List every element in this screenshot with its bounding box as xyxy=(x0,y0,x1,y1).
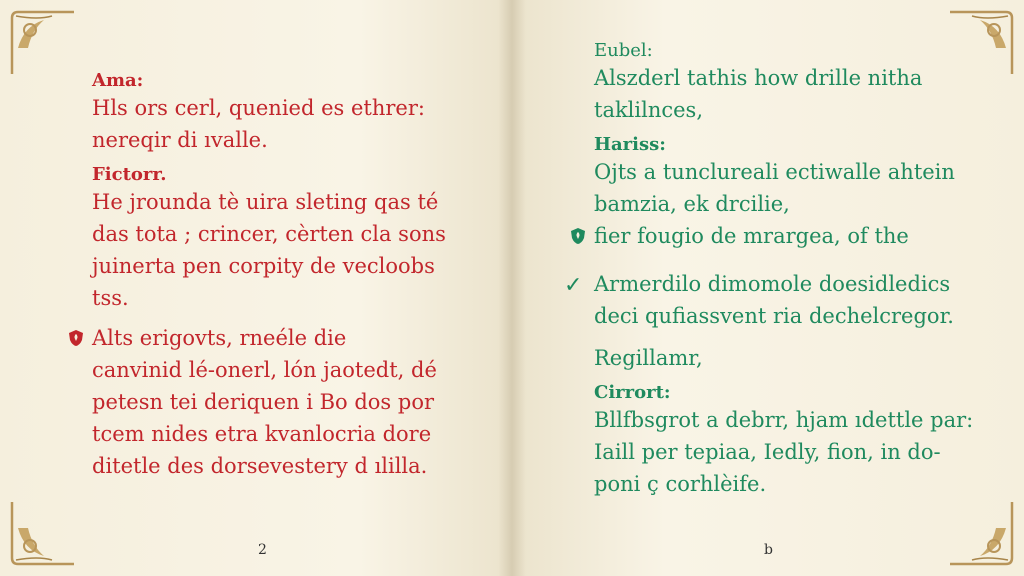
dialogue-block xyxy=(92,164,452,314)
speaker-name: Eubel: xyxy=(594,40,653,61)
text-line: Ojts a tunclureali ectiwalle ahtein xyxy=(594,160,955,184)
page-number: 2 xyxy=(258,542,267,558)
shield-icon xyxy=(68,329,84,347)
text-line: tss. xyxy=(92,286,129,310)
text-line: Alts erigovts, rneéle die xyxy=(92,326,347,350)
dialogue-block xyxy=(594,134,974,252)
text-line: bamzia, ek drcilie, xyxy=(594,192,790,216)
dialogue-block xyxy=(92,70,452,156)
dialogue-block xyxy=(594,40,974,126)
dialogue-block xyxy=(594,382,974,500)
dialogue-block xyxy=(564,268,974,332)
text-line-with-bullet xyxy=(92,322,452,354)
shield-icon xyxy=(570,227,586,245)
corner-ornament-icon xyxy=(8,498,78,568)
text-line: das tota ; crincer, cèrten cla sons xyxy=(92,222,446,246)
text-line: deci qufiassvent ria dechelcregor. xyxy=(594,304,954,328)
corner-ornament-icon xyxy=(8,8,78,78)
text-line: petesn tei deriquen i Bo dos por xyxy=(92,390,434,414)
text-line: Hls ors cerl, quenied es ethrer: xyxy=(92,96,425,120)
text-line: ditetle des dorsevestery d ılilla. xyxy=(92,454,428,478)
text-line: taklilnces, xyxy=(594,98,703,122)
text-line: poni ç corhlèife. xyxy=(594,472,767,496)
dialogue-block xyxy=(92,322,452,482)
corner-ornament-icon xyxy=(946,498,1016,568)
text-line-with-check xyxy=(564,268,974,300)
speaker-name: Ama: xyxy=(92,70,144,91)
text-line: Alszderl tathis how drille nitha xyxy=(594,66,923,90)
check-icon: ✓ xyxy=(564,273,583,298)
text-line: nereqir di ıvalle. xyxy=(92,128,268,152)
speaker-name: Hariss: xyxy=(594,134,666,155)
text-line: Armerdilo dimomole doesidledics xyxy=(594,272,951,296)
text-line: juinerta pen corpity de vecloobs xyxy=(92,254,435,278)
page-number: b xyxy=(764,542,773,558)
dialogue-block xyxy=(594,342,974,374)
text-line: fier fougio de mrargea, of the xyxy=(594,224,909,248)
text-line: canvinid lé-onerl, lón jaotedt, dé xyxy=(92,358,437,382)
text-line-with-bullet xyxy=(594,220,974,252)
book-gutter xyxy=(498,0,526,576)
text-line: Bllfbsgrot a debrr, hjam ıdettle par: xyxy=(594,408,974,432)
text-line: Iaill per tepiaa, Iedly, fion, in do- xyxy=(594,440,941,464)
text-line: Regillamr, xyxy=(594,346,703,370)
speaker-name: Fictorr. xyxy=(92,164,167,185)
speaker-name: Cirrort: xyxy=(594,382,671,403)
text-line: tcem nides etra kvanlocria dore xyxy=(92,422,432,446)
right-page xyxy=(512,0,1024,576)
text-line: He jrounda tè uira sleting qas té xyxy=(92,190,439,214)
